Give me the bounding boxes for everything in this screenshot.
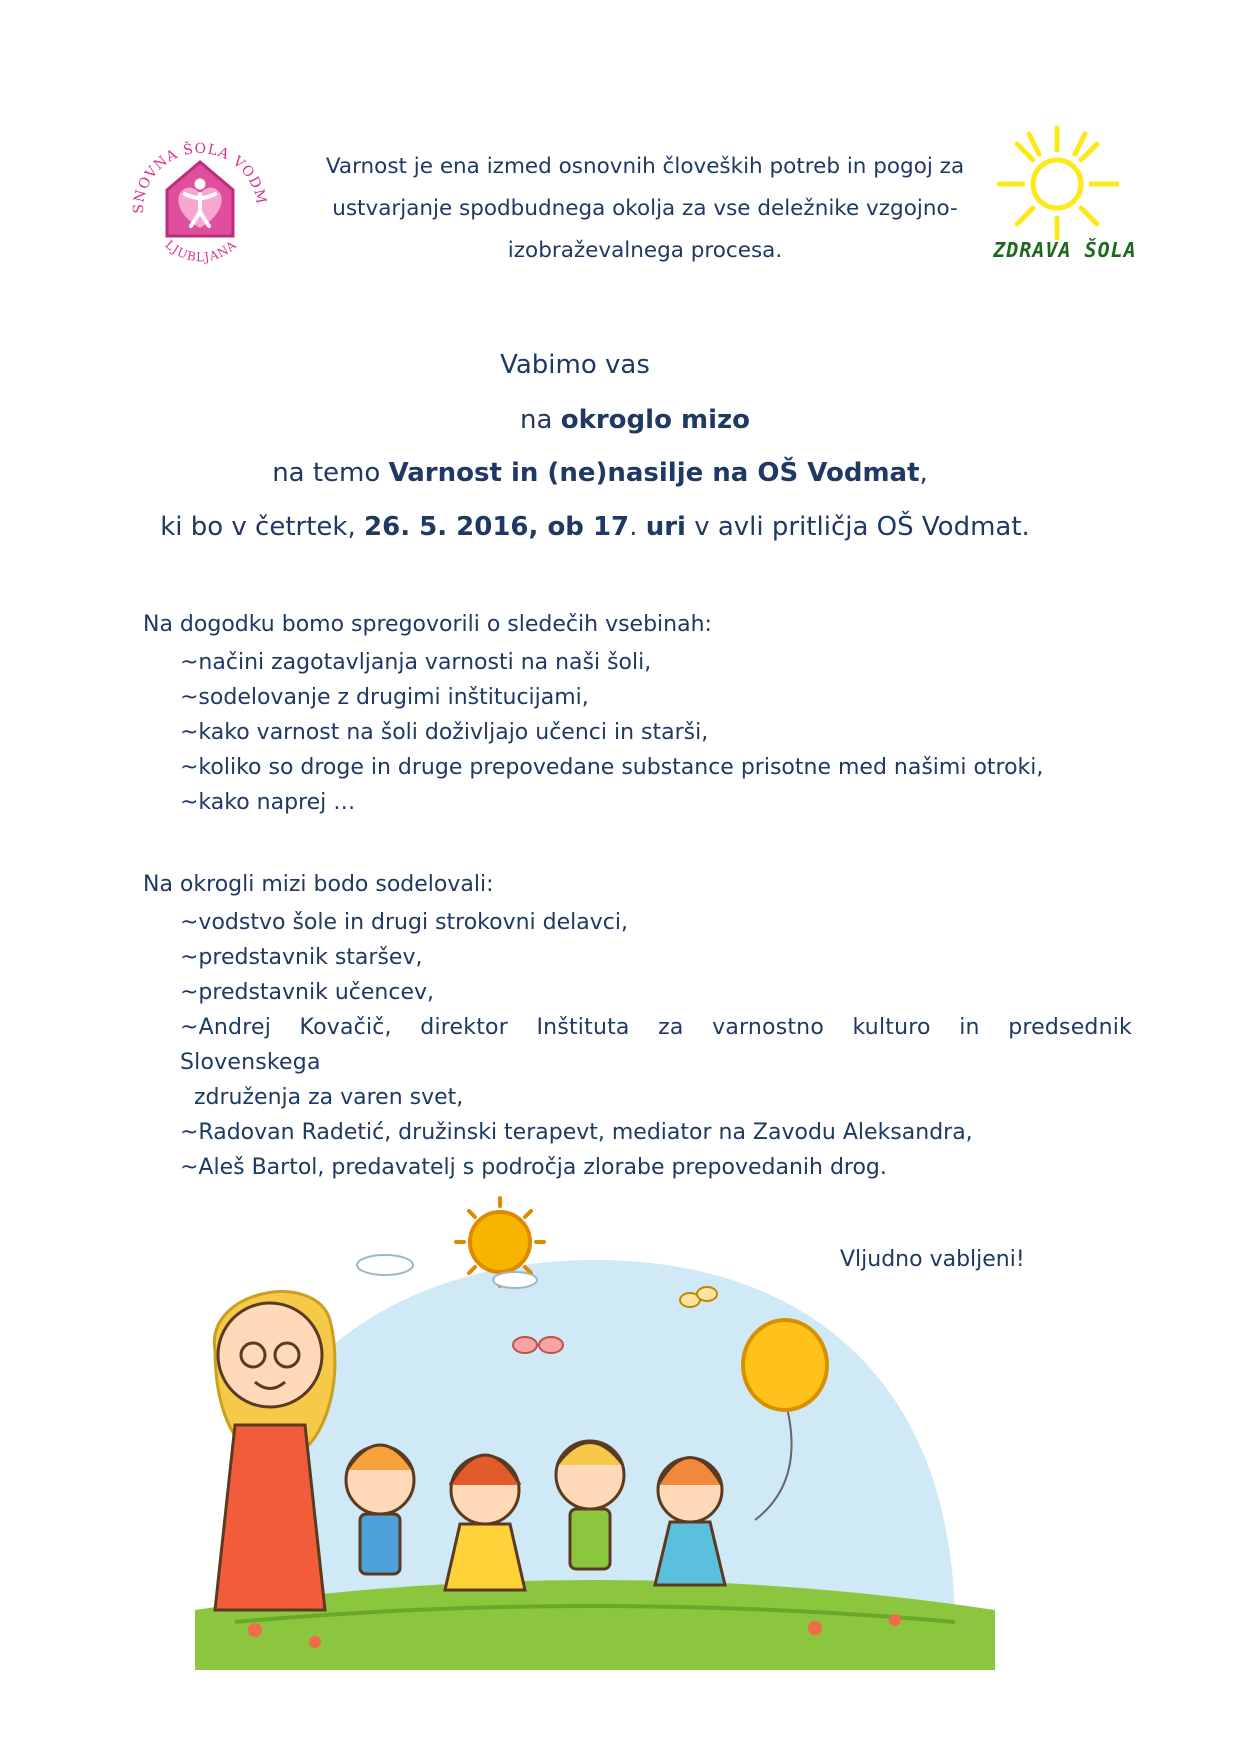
list-item: ~sodelovanje z drugimi inštitucijami, (180, 685, 589, 710)
sun-icon (456, 1198, 544, 1286)
school-logo (125, 128, 275, 278)
list-item: ~kako naprej … (180, 790, 356, 815)
invitation-time-unit: uri (645, 512, 686, 542)
list-item: ~kako varnost na šoli doživljajo učenci in starši, (180, 720, 709, 745)
invitation-date: 26. 5. 2016 (364, 512, 529, 542)
closing-text: Vljudno vabljeni! (840, 1247, 1025, 1272)
invitation-text: na (520, 405, 561, 435)
intro-line: izobraževalnega procesa. (507, 238, 783, 263)
invitation-text: na temo (272, 458, 389, 488)
invitation-text: . (629, 512, 646, 542)
house-heart-figure-icon (167, 162, 233, 236)
list-item: ~predstavnik učencev, (180, 980, 434, 1005)
invitation-line-1 (0, 350, 1195, 380)
intro-line: ustvarjanje spodbudnega okolja za vse deležnike vzgojno- (332, 196, 958, 221)
participants-list (180, 905, 1140, 1185)
sun-icon (985, 122, 1140, 242)
illustration-icon (195, 1190, 995, 1670)
list-item: ~Andrej Kovačič, direktor Inštituta za varnostno kulturo in predsednik Slovenskega (180, 1015, 1132, 1075)
invitation-text: Vabimo vas (500, 350, 650, 380)
invitation-location: v avli pritličja OŠ Vodmat. (685, 512, 1030, 542)
svg-text:LJUBLJANA (162, 237, 239, 264)
invitation-topic: Varnost in (ne)nasilje na OŠ Vodmat (388, 458, 920, 488)
list-item: ~vodstvo šole in drugi strokovni delavci, (180, 910, 628, 935)
invitation-time: , ob 17 (528, 512, 630, 542)
list-item: ~načini zagotavljanja varnosti na naši šoli, (180, 650, 652, 675)
participants-title: Na okrogli mizi bodo sodelovali: (143, 872, 494, 897)
list-item: ~Aleš Bartol, predavatelj s področja zlorabe prepovedanih drog. (180, 1155, 887, 1180)
invitation-line-3 (0, 458, 1220, 488)
invitation-text: ki bo v četrtek, (160, 512, 365, 542)
invitation-event-type: okroglo mizo (560, 405, 750, 435)
intro-line: Varnost je ena izmed osnovnih človeških potreb in pogoj za (325, 154, 965, 179)
list-item: ~koliko so droge in druge prepovedane substance prisotne med našimi otroki, (180, 755, 1044, 780)
topics-title: Na dogodku bomo spregovorili o sledečih vsebinah: (143, 612, 712, 637)
list-item: ~Radovan Radetić, družinski terapevt, mediator na Zavodu Aleksandra, (180, 1120, 973, 1145)
list-item: združenja za varen svet, (180, 1085, 464, 1110)
list-item: ~predstavnik staršev, (180, 945, 423, 970)
school-logo-arc-top: SNOVNA ŠOLA VODM (130, 140, 270, 214)
school-logo-arc-bottom: LJUBLJANA (162, 237, 240, 265)
invitation-line-2 (15, 405, 1240, 435)
health-school-logo-text: ZDRAVA ŠOLA (993, 238, 1137, 262)
intro-paragraph (295, 146, 995, 272)
school-logo-icon (125, 128, 275, 278)
topics-list (180, 645, 1140, 820)
invitation-text: , (919, 458, 928, 488)
teacher-and-children-illustration (195, 1190, 995, 1670)
invitation-line-4 (0, 512, 1215, 542)
